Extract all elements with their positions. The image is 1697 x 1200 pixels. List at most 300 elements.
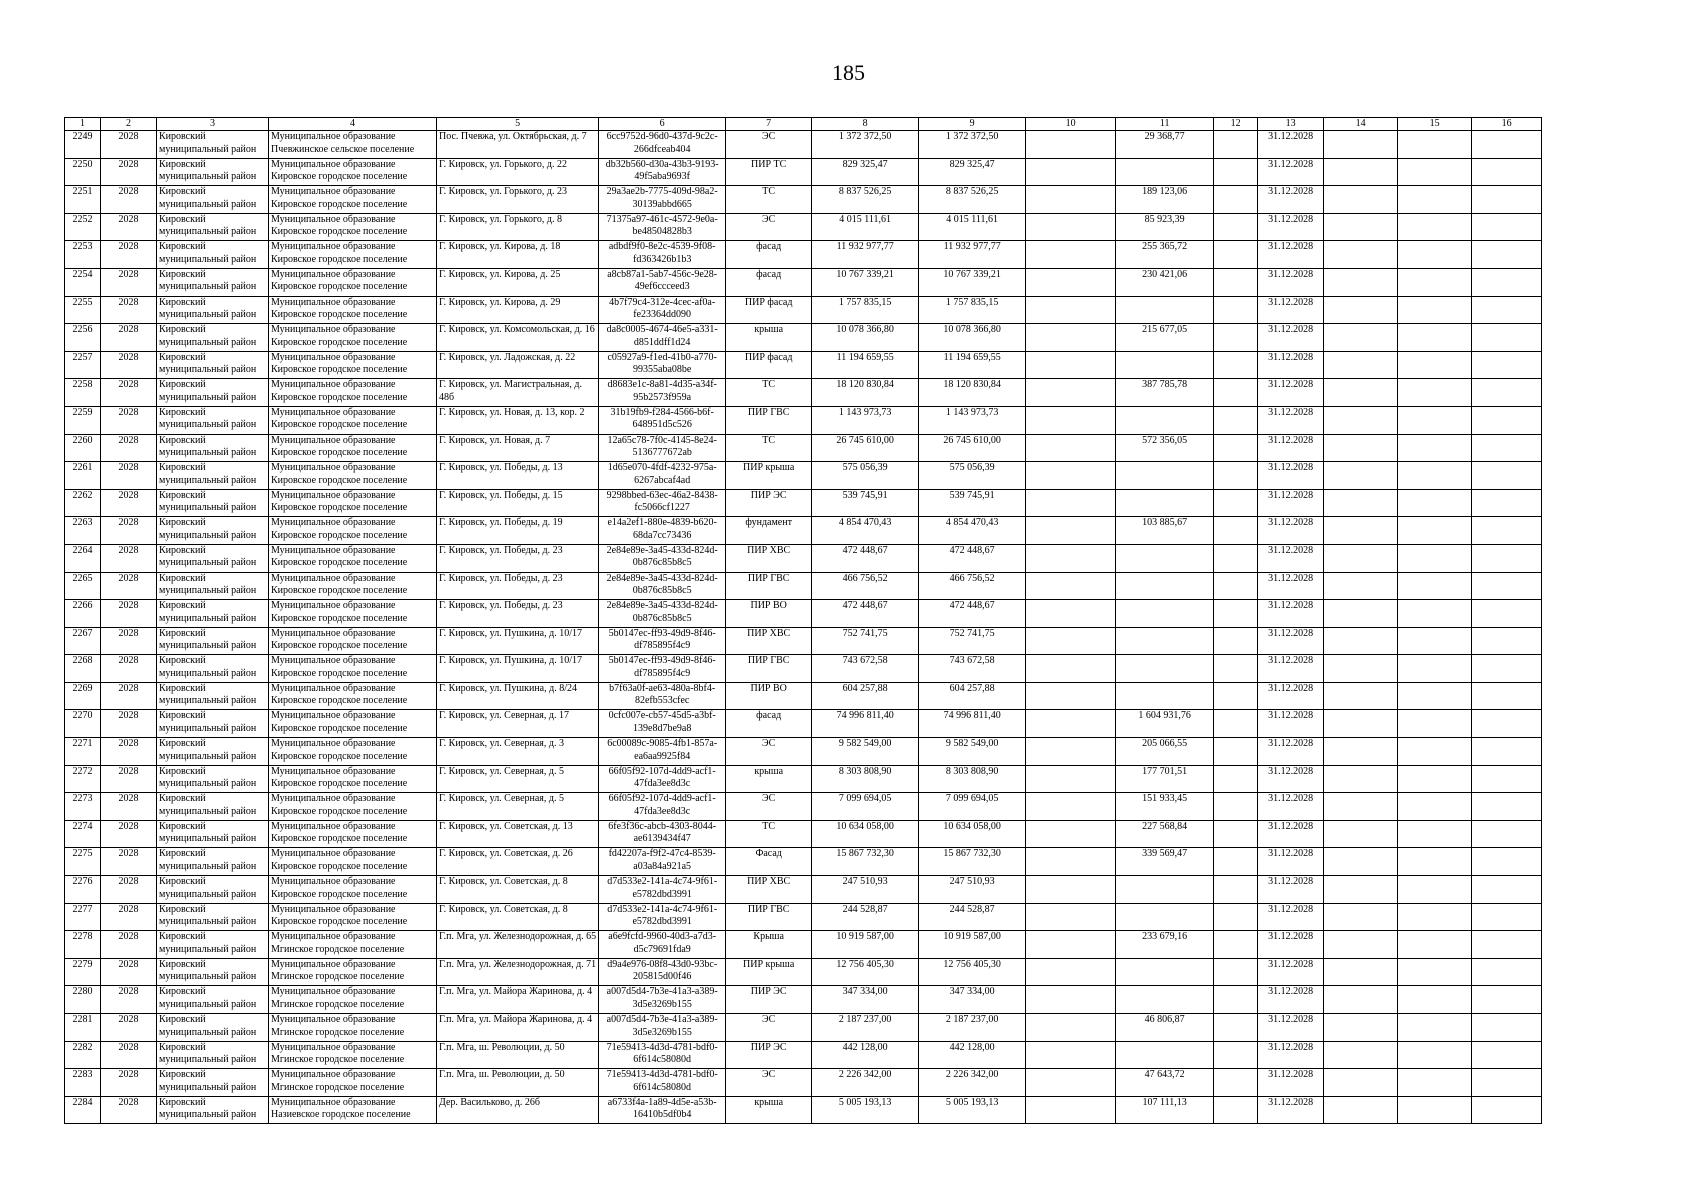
cell-col-11 xyxy=(1116,268,1214,296)
cell-col-15 xyxy=(1398,544,1472,572)
cell-work-type-text: фасад xyxy=(756,241,782,253)
cell-address xyxy=(437,793,599,821)
cell-municipality xyxy=(269,1069,437,1097)
cell-house-id-text: a6733f4a-1a89-4d5e-a53b- xyxy=(607,1096,717,1108)
cell-municipality-text: Кировское городское поселение xyxy=(271,281,408,293)
cell-work-type xyxy=(726,655,812,683)
cell-house-id xyxy=(599,820,726,848)
cell-col-11 xyxy=(1116,186,1214,214)
cell-col-10 xyxy=(1026,379,1116,407)
cell-col-16 xyxy=(1472,876,1542,904)
cell-municipality-text: Пчевжинское сельское поселение xyxy=(271,143,415,155)
cell-house-id-text: 266dfceab404 xyxy=(633,143,691,155)
table-row xyxy=(65,1069,1542,1097)
cell-district xyxy=(157,406,269,434)
column-number: 2 xyxy=(101,118,157,131)
cell-cost-total-text: 1 372 372,50 xyxy=(838,131,892,142)
cell-house-id-text: 205815d00f46 xyxy=(633,971,692,983)
cell-district-text: муниципальный район xyxy=(159,226,257,238)
cell-deadline xyxy=(1258,379,1324,407)
cell-work-type xyxy=(726,406,812,434)
register-table xyxy=(64,117,1542,1124)
cell-district xyxy=(157,186,269,214)
cell-address-text: Г. Кировск, ул. Советская, д. 26 xyxy=(439,848,573,860)
cell-cost-total-text: 10 767 339,21 xyxy=(836,268,894,280)
cell-house-id-text: e5782dbd3991 xyxy=(632,888,692,900)
cell-district xyxy=(157,241,269,269)
cell-year xyxy=(101,682,157,710)
cell-deadline-text: 31.12.2028 xyxy=(1268,600,1314,612)
table-row xyxy=(65,600,1542,628)
cell-cost-fund-text: 15 867 732,30 xyxy=(943,848,1001,860)
cell-cost-fund xyxy=(919,710,1026,738)
cell-house-id-text: a6e9fcfd-9960-40d3-a7d3- xyxy=(608,931,717,943)
cell-year-text: 2028 xyxy=(118,324,139,336)
cell-col-11 xyxy=(1116,213,1214,241)
cell-number xyxy=(65,682,101,710)
cell-municipality-text: Муниципальное образование xyxy=(271,268,396,280)
cell-col-16 xyxy=(1472,268,1542,296)
cell-house-id-text: d7d533e2-141a-4c74-9f61- xyxy=(607,903,718,915)
cell-municipality-text: Кировское городское поселение xyxy=(271,695,408,707)
cell-deadline-text: 31.12.2028 xyxy=(1268,765,1314,777)
cell-number xyxy=(65,931,101,959)
cell-cost-fund xyxy=(919,958,1026,986)
cell-deadline-text: 31.12.2028 xyxy=(1268,572,1314,584)
cell-number xyxy=(65,406,101,434)
cell-address-text: Пос. Пчевжа, ул. Октябрьская, д. 7 xyxy=(439,131,587,142)
cell-municipality-text: Муниципальное образование xyxy=(271,544,396,556)
cell-number-text: 2269 xyxy=(72,682,93,694)
cell-year-text: 2028 xyxy=(118,406,139,418)
cell-deadline xyxy=(1258,296,1324,324)
cell-col-16 xyxy=(1472,682,1542,710)
cell-col-15 xyxy=(1398,517,1472,545)
cell-address xyxy=(437,1096,599,1124)
cell-work-type-text: ЭС xyxy=(762,131,776,142)
cell-district-text: муниципальный район xyxy=(159,1026,257,1038)
cell-house-id-text: 6fe3f36c-abcb-4303-8044- xyxy=(608,820,717,832)
cell-col-16 xyxy=(1472,296,1542,324)
cell-work-type-text: ТС xyxy=(762,434,776,446)
cell-col-11-text: 29 368,77 xyxy=(1144,131,1185,142)
cell-district-text: муниципальный район xyxy=(159,695,257,707)
cell-number xyxy=(65,820,101,848)
cell-cost-total xyxy=(812,241,919,269)
cell-cost-total xyxy=(812,544,919,572)
cell-municipality-text: Кировское городское поселение xyxy=(271,502,408,514)
cell-cost-total-text: 1 757 835,15 xyxy=(838,296,892,308)
cell-district-text: Кировский xyxy=(159,241,206,253)
cell-work-type xyxy=(726,876,812,904)
cell-house-id-text: df785895f4c9 xyxy=(634,667,691,679)
cell-number-text: 2268 xyxy=(72,655,93,667)
cell-cost-fund-text: 10 767 339,21 xyxy=(943,268,1001,280)
cell-municipality xyxy=(269,986,437,1014)
cell-col-15 xyxy=(1398,738,1472,766)
cell-col-12 xyxy=(1214,324,1258,352)
cell-deadline-text: 31.12.2028 xyxy=(1268,655,1314,667)
cell-deadline-text: 31.12.2028 xyxy=(1268,1096,1314,1108)
cell-house-id-text: 47fda3ee8d3c xyxy=(634,778,691,790)
cell-address-text: Г. Кировск, ул. Северная, д. 5 xyxy=(439,793,564,805)
cell-col-14 xyxy=(1324,379,1398,407)
cell-address xyxy=(437,462,599,490)
cell-col-16 xyxy=(1472,186,1542,214)
cell-year xyxy=(101,296,157,324)
cell-cost-fund-text: 466 756,52 xyxy=(949,572,995,584)
cell-number xyxy=(65,268,101,296)
cell-municipality xyxy=(269,1096,437,1124)
cell-number xyxy=(65,158,101,186)
cell-col-11 xyxy=(1116,489,1214,517)
cell-deadline-text: 31.12.2028 xyxy=(1268,324,1314,336)
cell-municipality xyxy=(269,379,437,407)
cell-municipality-text: Кировское городское поселение xyxy=(271,309,408,321)
cell-house-id-text: d7d533e2-141a-4c74-9f61- xyxy=(607,876,718,888)
cell-cost-total-text: 9 582 549,00 xyxy=(838,738,892,750)
cell-col-10 xyxy=(1026,903,1116,931)
cell-house-id-text: 82efb553cfec xyxy=(634,695,690,707)
cell-col-14 xyxy=(1324,876,1398,904)
cell-house-id-text: 71e59413-4d3d-4781-bdf0- xyxy=(606,1069,718,1081)
cell-municipality xyxy=(269,544,437,572)
cell-deadline-text: 31.12.2028 xyxy=(1268,793,1314,805)
cell-municipality-text: Кировское городское поселение xyxy=(271,529,408,541)
cell-house-id-text: 31b19fb9-f284-4566-b6f- xyxy=(610,406,714,418)
cell-col-15 xyxy=(1398,1096,1472,1124)
cell-municipality-text: Кировское городское поселение xyxy=(271,833,408,845)
cell-deadline xyxy=(1258,213,1324,241)
cell-work-type xyxy=(726,517,812,545)
cell-house-id-text: 99355aba08be xyxy=(633,364,692,376)
cell-address xyxy=(437,544,599,572)
cell-col-10 xyxy=(1026,351,1116,379)
cell-cost-total xyxy=(812,1096,919,1124)
cell-col-14 xyxy=(1324,820,1398,848)
cell-year-text: 2028 xyxy=(118,268,139,280)
cell-deadline xyxy=(1258,986,1324,1014)
cell-cost-total-text: 442 128,00 xyxy=(842,1041,888,1053)
cell-address-text: Г. Кировск, ул. Кирова, д. 25 xyxy=(439,268,561,280)
cell-work-type-text: ПИР ВО xyxy=(750,682,787,694)
cell-number-text: 2279 xyxy=(72,958,93,970)
cell-year xyxy=(101,186,157,214)
cell-number-text: 2273 xyxy=(72,793,93,805)
cell-work-type-text: ЭС xyxy=(762,738,776,750)
cell-year-text: 2028 xyxy=(118,296,139,308)
cell-house-id xyxy=(599,406,726,434)
cell-col-10 xyxy=(1026,655,1116,683)
cell-municipality xyxy=(269,434,437,462)
cell-cost-fund-text: 10 919 587,00 xyxy=(943,931,1001,943)
cell-cost-fund-text: 11 194 659,55 xyxy=(943,351,1001,363)
cell-year xyxy=(101,324,157,352)
cell-col-14 xyxy=(1324,765,1398,793)
cell-house-id-text: 66f05f92-107d-4dd9-acf1- xyxy=(608,793,716,805)
cell-cost-fund-text: 1 143 973,73 xyxy=(945,406,999,418)
cell-work-type xyxy=(726,379,812,407)
cell-cost-fund-text: 74 996 811,40 xyxy=(943,710,1001,722)
cell-number-text: 2270 xyxy=(72,710,93,722)
cell-number xyxy=(65,241,101,269)
cell-deadline-text: 31.12.2028 xyxy=(1268,379,1314,391)
cell-year xyxy=(101,765,157,793)
cell-municipality-text: Муниципальное образование xyxy=(271,600,396,612)
cell-col-14 xyxy=(1324,296,1398,324)
cell-house-id-text: e14a2ef1-880e-4839-b620- xyxy=(607,517,717,529)
cell-district-text: муниципальный район xyxy=(159,667,257,679)
cell-year-text: 2028 xyxy=(118,186,139,198)
cell-deadline-text: 31.12.2028 xyxy=(1268,986,1314,998)
cell-house-id-text: 3d5e3269b155 xyxy=(632,1026,692,1038)
cell-cost-fund-text: 442 128,00 xyxy=(949,1041,995,1053)
cell-district-text: Кировский xyxy=(159,986,206,998)
cell-col-15 xyxy=(1398,489,1472,517)
cell-col-11 xyxy=(1116,1096,1214,1124)
cell-house-id-text: 6f614c58080d xyxy=(633,1054,692,1066)
cell-year xyxy=(101,958,157,986)
cell-number-text: 2265 xyxy=(72,572,93,584)
cell-municipality-text: Муниципальное образование xyxy=(271,158,396,170)
cell-year-text: 2028 xyxy=(118,241,139,253)
cell-col-11-text: 255 365,72 xyxy=(1142,241,1188,253)
cell-col-10 xyxy=(1026,131,1116,159)
cell-district-text: муниципальный район xyxy=(159,281,257,293)
column-number: 4 xyxy=(269,118,437,131)
cell-cost-total xyxy=(812,931,919,959)
table-row xyxy=(65,903,1542,931)
cell-col-15 xyxy=(1398,986,1472,1014)
cell-col-11 xyxy=(1116,627,1214,655)
cell-municipality-text: Муниципальное образование xyxy=(271,765,396,777)
column-number: 13 xyxy=(1258,118,1324,131)
cell-municipality xyxy=(269,820,437,848)
cell-cost-total xyxy=(812,324,919,352)
cell-deadline-text: 31.12.2028 xyxy=(1268,406,1314,418)
cell-cost-total-text: 8 837 526,25 xyxy=(838,186,892,198)
cell-deadline-text: 31.12.2028 xyxy=(1268,903,1314,915)
cell-work-type-text: ПИР ГВС xyxy=(747,406,790,418)
cell-house-id xyxy=(599,1014,726,1042)
cell-cost-total-text: 472 448,67 xyxy=(842,544,888,556)
cell-col-11 xyxy=(1116,986,1214,1014)
cell-col-12 xyxy=(1214,710,1258,738)
cell-municipality-text: Мгинское городское поселение xyxy=(271,1054,405,1066)
cell-district-text: Кировский xyxy=(159,324,206,336)
cell-cost-fund xyxy=(919,655,1026,683)
cell-cost-total-text: 5 005 193,13 xyxy=(838,1096,892,1108)
cell-address-text: Г.п. Мга, ул. Майора Жаринова, д. 4 xyxy=(439,1014,593,1025)
cell-col-14 xyxy=(1324,517,1398,545)
cell-cost-fund-text: 244 528,87 xyxy=(949,903,995,915)
cell-deadline xyxy=(1258,655,1324,683)
cell-cost-fund-text: 539 745,91 xyxy=(949,489,995,501)
cell-district-text: Кировский xyxy=(159,379,206,391)
cell-house-id-text: 2e84e89e-3a45-433d-824d- xyxy=(606,544,718,556)
cell-number-text: 2272 xyxy=(72,765,93,777)
table-row xyxy=(65,710,1542,738)
cell-municipality xyxy=(269,710,437,738)
cell-number-text: 2252 xyxy=(72,213,93,225)
cell-house-id xyxy=(599,544,726,572)
cell-house-id-text: d851ddff1d24 xyxy=(633,336,691,348)
cell-col-12 xyxy=(1214,379,1258,407)
column-number: 9 xyxy=(919,118,1026,131)
cell-col-15 xyxy=(1398,434,1472,462)
cell-col-14 xyxy=(1324,544,1398,572)
cell-cost-fund xyxy=(919,489,1026,517)
cell-col-11 xyxy=(1116,158,1214,186)
cell-district-text: муниципальный район xyxy=(159,336,257,348)
cell-municipality-text: Муниципальное образование xyxy=(271,517,396,529)
cell-number xyxy=(65,131,101,159)
cell-col-10 xyxy=(1026,462,1116,490)
cell-municipality-text: Кировское городское поселение xyxy=(271,667,408,679)
cell-number-text: 2261 xyxy=(72,462,93,474)
cell-deadline xyxy=(1258,627,1324,655)
cell-year xyxy=(101,268,157,296)
cell-district-text: Кировский xyxy=(159,186,206,198)
cell-number-text: 2263 xyxy=(72,517,93,529)
cell-year-text: 2028 xyxy=(118,489,139,501)
cell-house-id xyxy=(599,434,726,462)
cell-col-12 xyxy=(1214,1014,1258,1042)
cell-house-id xyxy=(599,296,726,324)
cell-cost-total xyxy=(812,1014,919,1042)
cell-col-10 xyxy=(1026,1014,1116,1042)
cell-cost-total-text: 829 325,47 xyxy=(842,158,888,170)
cell-cost-fund xyxy=(919,544,1026,572)
cell-col-10 xyxy=(1026,876,1116,904)
cell-house-id xyxy=(599,627,726,655)
cell-number xyxy=(65,324,101,352)
cell-cost-fund xyxy=(919,627,1026,655)
cell-year xyxy=(101,820,157,848)
cell-address xyxy=(437,765,599,793)
cell-deadline xyxy=(1258,710,1324,738)
cell-col-16 xyxy=(1472,627,1542,655)
cell-municipality xyxy=(269,131,437,159)
column-number: 14 xyxy=(1324,118,1398,131)
cell-col-12 xyxy=(1214,848,1258,876)
cell-col-16 xyxy=(1472,462,1542,490)
cell-district-text: муниципальный район xyxy=(159,916,257,928)
cell-municipality-text: Муниципальное образование xyxy=(271,655,396,667)
cell-number-text: 2277 xyxy=(72,903,93,915)
cell-cost-fund xyxy=(919,738,1026,766)
cell-municipality-text: Кировское городское поселение xyxy=(271,860,408,872)
cell-col-12 xyxy=(1214,268,1258,296)
cell-district-text: Кировский xyxy=(159,517,206,529)
cell-work-type xyxy=(726,158,812,186)
cell-year-text: 2028 xyxy=(118,600,139,612)
cell-col-10 xyxy=(1026,517,1116,545)
cell-work-type-text: крыша xyxy=(754,324,784,336)
cell-col-14 xyxy=(1324,213,1398,241)
cell-col-15 xyxy=(1398,655,1472,683)
cell-col-12 xyxy=(1214,462,1258,490)
cell-deadline-text: 31.12.2028 xyxy=(1268,213,1314,225)
cell-address-text: Г. Кировск, ул. Ладожская, д. 22 xyxy=(439,351,576,363)
cell-col-16 xyxy=(1472,738,1542,766)
cell-house-id-text: a8cb87a1-5ab7-456c-9e28- xyxy=(607,268,718,280)
cell-cost-fund-text: 8 303 808,90 xyxy=(945,765,999,777)
cell-col-10 xyxy=(1026,627,1116,655)
cell-cost-total xyxy=(812,213,919,241)
cell-deadline-text: 31.12.2028 xyxy=(1268,517,1314,529)
cell-district-text: Кировский xyxy=(159,462,206,474)
cell-col-14 xyxy=(1324,710,1398,738)
cell-cost-total-text: 74 996 811,40 xyxy=(836,710,894,722)
cell-district xyxy=(157,1096,269,1124)
cell-district-text: Кировский xyxy=(159,1096,206,1108)
cell-house-id xyxy=(599,738,726,766)
cell-address xyxy=(437,627,599,655)
cell-year xyxy=(101,462,157,490)
table-row xyxy=(65,406,1542,434)
cell-col-12 xyxy=(1214,351,1258,379)
cell-municipality-text: Муниципальное образование xyxy=(271,379,396,391)
cell-municipality xyxy=(269,213,437,241)
cell-col-14 xyxy=(1324,903,1398,931)
cell-cost-total xyxy=(812,848,919,876)
cell-cost-fund xyxy=(919,1014,1026,1042)
cell-col-11-text: 339 569,47 xyxy=(1142,848,1188,860)
cell-cost-total xyxy=(812,627,919,655)
cell-address xyxy=(437,517,599,545)
cell-col-10 xyxy=(1026,544,1116,572)
cell-col-10 xyxy=(1026,765,1116,793)
cell-district xyxy=(157,517,269,545)
cell-district-text: Кировский xyxy=(159,406,206,418)
cell-municipality xyxy=(269,296,437,324)
cell-address-text: Г. Кировск, ул. Победы, д. 13 xyxy=(439,462,563,474)
cell-number-text: 2274 xyxy=(72,820,93,832)
cell-col-14 xyxy=(1324,351,1398,379)
cell-cost-total xyxy=(812,462,919,490)
cell-district-text: Кировский xyxy=(159,848,206,860)
cell-year xyxy=(101,986,157,1014)
cell-work-type-text: ЭС xyxy=(762,1014,776,1025)
table-row xyxy=(65,268,1542,296)
cell-municipality-text: Муниципальное образование xyxy=(271,627,396,639)
cell-col-11 xyxy=(1116,765,1214,793)
cell-address xyxy=(437,738,599,766)
cell-municipality-text: Муниципальное образование xyxy=(271,489,396,501)
cell-year-text: 2028 xyxy=(118,931,139,943)
cell-house-id-text: 68da7cc73436 xyxy=(633,529,692,541)
cell-cost-total-text: 2 226 342,00 xyxy=(838,1069,892,1081)
cell-col-10 xyxy=(1026,931,1116,959)
table-row xyxy=(65,986,1542,1014)
cell-col-16 xyxy=(1472,765,1542,793)
cell-cost-fund-text: 10 078 366,80 xyxy=(943,324,1001,336)
cell-deadline-text: 31.12.2028 xyxy=(1268,627,1314,639)
cell-address-text: Г. Кировск, ул. Советская, д. 13 xyxy=(439,820,573,832)
cell-address-text: Г. Кировск, ул. Победы, д. 19 xyxy=(439,517,563,529)
cell-municipality-text: Кировское городское поселение xyxy=(271,805,408,817)
cell-number xyxy=(65,572,101,600)
cell-district-text: муниципальный район xyxy=(159,502,257,514)
cell-cost-fund-text: 4 854 470,43 xyxy=(945,517,999,529)
table-row xyxy=(65,462,1542,490)
cell-year xyxy=(101,489,157,517)
cell-col-15 xyxy=(1398,462,1472,490)
cell-district-text: Кировский xyxy=(159,434,206,446)
cell-year-text: 2028 xyxy=(118,158,139,170)
table-row xyxy=(65,682,1542,710)
